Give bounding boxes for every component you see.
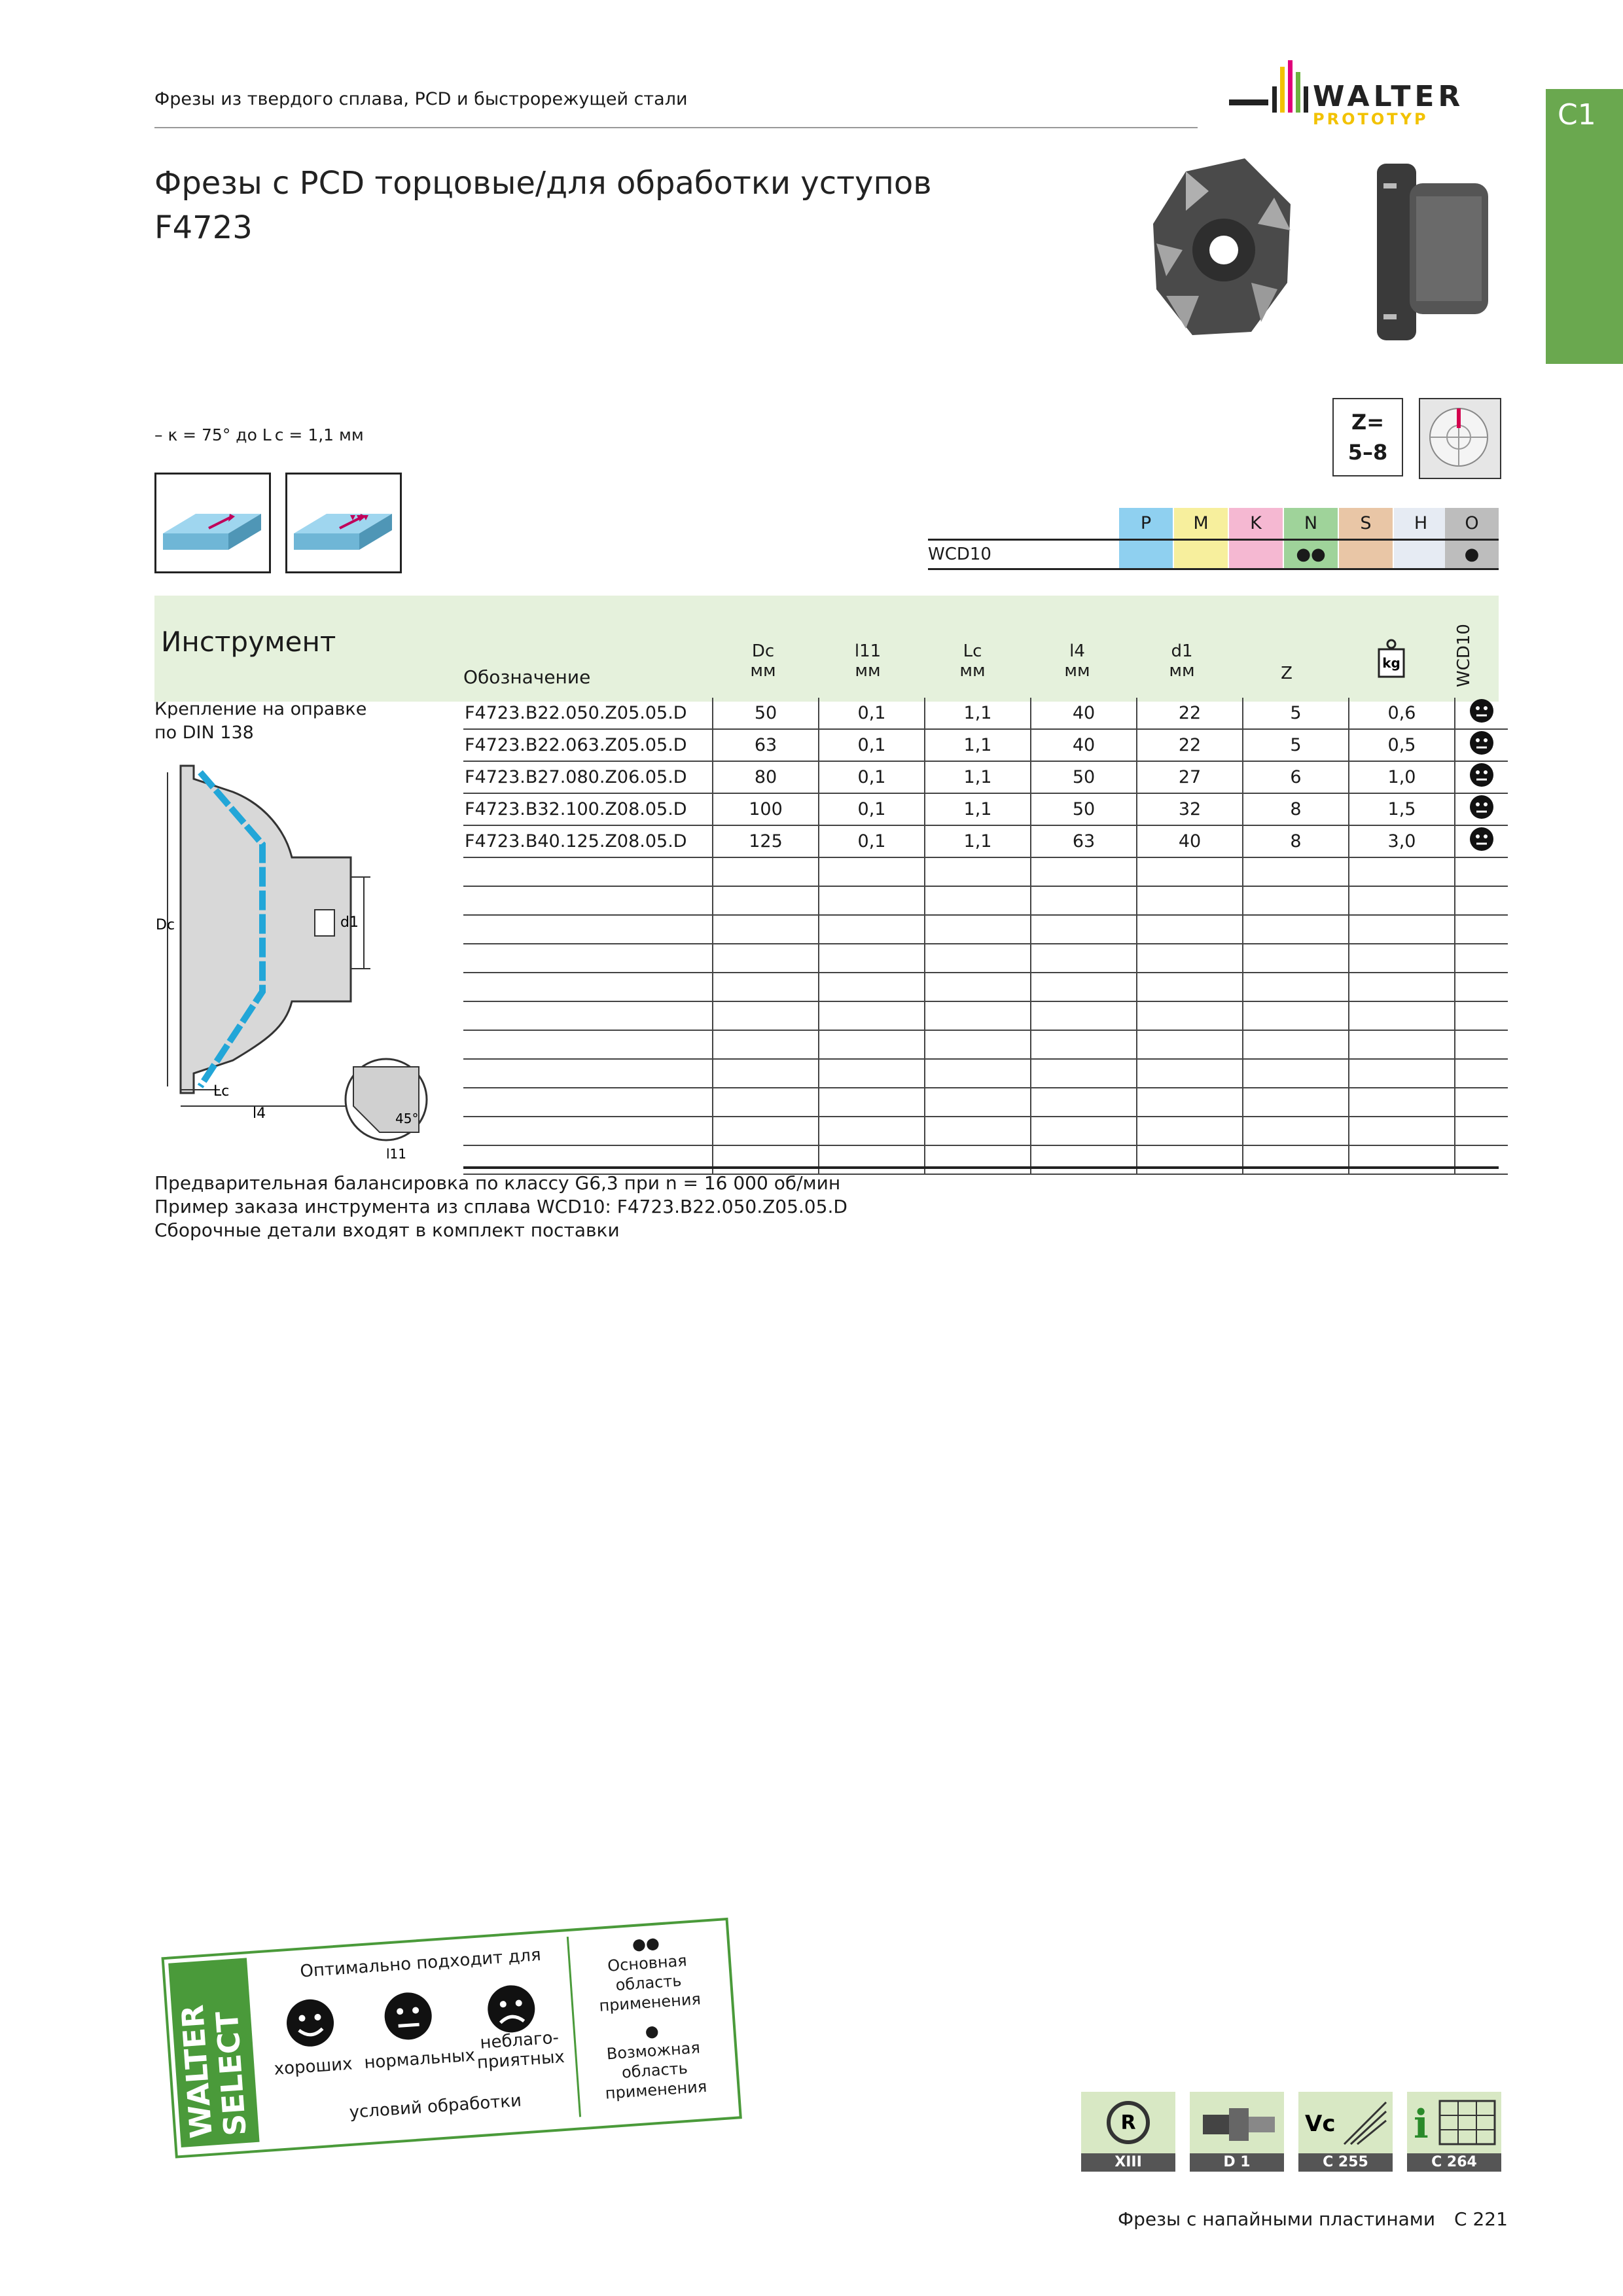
value-cell: 22 [1137, 729, 1243, 761]
r-cycle-icon[interactable] [1081, 2092, 1175, 2153]
d1-label: d1 [340, 914, 359, 931]
table-row [463, 729, 1508, 761]
col-lc-unit: мм [959, 661, 986, 681]
designation-cell: F4723.B32.100.Z08.05.D [463, 793, 713, 825]
col-l11-unit: мм [855, 661, 881, 681]
material-rule-bottom [928, 568, 1499, 570]
condition-face-icon [1455, 761, 1508, 793]
value-cell: 0,1 [819, 825, 925, 857]
designation-cell: F4723.B40.125.Z08.05.D [463, 825, 713, 857]
value-cell: 3,0 [1349, 825, 1455, 857]
page-title [154, 161, 931, 250]
label-normal: нормальных [363, 2045, 476, 2073]
nav-label-d1[interactable]: D 1 [1190, 2153, 1284, 2172]
cutter-front-image [1147, 152, 1297, 348]
empty-table-row [463, 1117, 1508, 1145]
value-cell: 0,1 [819, 761, 925, 793]
banner-brand-line-2: SELECT [209, 2010, 253, 2138]
material-o: O [1445, 508, 1499, 539]
grade-mark-p [1119, 541, 1173, 568]
feature-note: – κ = 75° до L c = 1,1 мм [154, 425, 364, 444]
value-cell: 63 [713, 729, 819, 761]
value-cell: 0,1 [819, 698, 925, 729]
condition-face-icon [1455, 793, 1508, 825]
empty-table-row [463, 1030, 1508, 1059]
value-cell: 5 [1243, 698, 1349, 729]
walter-logo [1229, 60, 1504, 132]
material-m: M [1174, 508, 1228, 539]
material-p: P [1119, 508, 1173, 539]
label-conditions: условий обработки [348, 2090, 522, 2123]
rotation-graphic [1420, 399, 1497, 475]
table-bottom-rule [463, 1166, 1499, 1169]
value-cell: 22 [1137, 698, 1243, 729]
empty-table-row [463, 1088, 1508, 1117]
empty-table-row [463, 857, 1508, 886]
dc-label: Dc [156, 917, 175, 933]
footer-section: Фрезы с напайными пластинами [1118, 2208, 1436, 2230]
note-balance: Предварительная балансировка по классу G6,3 при n = 16 000 об/мин [154, 1172, 841, 1194]
nav-label-xiii[interactable]: XIII [1081, 2153, 1175, 2172]
value-cell: 32 [1137, 793, 1243, 825]
table-row [463, 761, 1508, 793]
face-normal-icon [380, 1988, 437, 2047]
value-cell: 50 [713, 698, 819, 729]
mount-line-1: Крепление на оправке [154, 699, 367, 719]
table-row [463, 825, 1508, 857]
possible-area-line-1: Возможная [605, 2038, 701, 2064]
designation-header: Обозначение [463, 666, 591, 688]
value-cell: 1,5 [1349, 793, 1455, 825]
table-row [463, 698, 1508, 729]
col-grade: WCD10 [1454, 624, 1474, 687]
value-cell: 50 [1031, 793, 1137, 825]
empty-table-row [463, 1059, 1508, 1088]
title-line-2: F4723 [154, 209, 253, 246]
col-l4-symbol: l4 [1069, 641, 1085, 661]
col-l11-symbol: l11 [854, 641, 882, 661]
empty-table-row [463, 886, 1508, 915]
walter-select-banner [161, 1918, 739, 2192]
value-cell: 63 [1031, 825, 1137, 857]
l4-label: l4 [253, 1105, 266, 1119]
grade-mark-k [1229, 541, 1283, 568]
label-bad-line-1: неблаго- [479, 2028, 560, 2053]
value-cell: 27 [1137, 761, 1243, 793]
teeth-count-label: Z= [1351, 410, 1384, 435]
col-l11 [815, 641, 920, 681]
teeth-count-badge [1332, 398, 1403, 476]
value-cell: 8 [1243, 825, 1349, 857]
possible-area-line-3: применения [604, 2077, 708, 2103]
svg-text:Vc: Vc [1305, 2111, 1336, 2137]
value-cell: 0,1 [819, 729, 925, 761]
value-cell: 1,0 [1349, 761, 1455, 793]
empty-table-row [463, 1001, 1508, 1030]
col-lc-symbol: Lc [963, 641, 982, 661]
weight-graphic [1377, 639, 1406, 682]
value-cell: 1,1 [925, 825, 1031, 857]
value-cell: 0,6 [1349, 698, 1455, 729]
grade-mark-n: ●● [1284, 541, 1338, 568]
material-n: N [1284, 508, 1338, 539]
main-area-line-3: применения [598, 1990, 702, 2015]
teeth-count-value: 5–8 [1347, 440, 1388, 465]
nav-label-c255[interactable]: C 255 [1298, 2153, 1393, 2172]
designation-cell: F4723.B22.050.Z05.05.D [463, 698, 713, 729]
face-good-icon [282, 1995, 338, 2053]
condition-face-icon [1455, 698, 1508, 729]
value-cell: 0,1 [819, 793, 925, 825]
value-cell: 1,1 [925, 729, 1031, 761]
section-tab[interactable] [1546, 89, 1623, 364]
empty-table-row [463, 1145, 1508, 1174]
product-photo-front [1147, 152, 1297, 348]
mount-line-2: по DIN 138 [154, 723, 254, 743]
col-dc [711, 641, 815, 681]
cutter-side-image [1364, 157, 1501, 347]
weight-icon-text: kg [1382, 655, 1400, 671]
banner-heading: Оптимально подходит для [299, 1945, 542, 1982]
info-table-icon[interactable] [1407, 2092, 1501, 2153]
col-dc-unit: мм [750, 661, 776, 681]
grade-mark-s [1339, 541, 1393, 568]
value-cell: 6 [1243, 761, 1349, 793]
shoulder-milling-graphic [287, 475, 400, 571]
grade-mark-h [1394, 541, 1448, 568]
material-s: S [1339, 508, 1393, 539]
material-k: K [1229, 508, 1283, 539]
rotation-direction-icon [1419, 398, 1501, 479]
title-line-1: Фрезы с PCD торцовые/для обработки уступов [154, 165, 932, 202]
grade-label: WCD10 [928, 545, 991, 564]
empty-table-row [463, 915, 1508, 944]
detail-drawing [340, 1054, 438, 1165]
mount-note [154, 698, 366, 745]
value-cell: 80 [713, 761, 819, 793]
material-h: H [1394, 508, 1448, 539]
page-number: C 221 [1454, 2208, 1508, 2230]
col-z: Z [1281, 664, 1293, 683]
possible-area-line-2: область [621, 2058, 688, 2082]
banner-brand-line-1: WALTER [174, 2003, 219, 2140]
face-milling-icon [154, 473, 271, 573]
face-milling-graphic [156, 475, 269, 571]
section-tab-label: C1 [1558, 98, 1596, 132]
col-d1-symbol: d1 [1171, 641, 1193, 661]
value-cell: 40 [1031, 698, 1137, 729]
note-order-example: Пример заказа инструмента из сплава WCD10: F4723.B22.050.Z05.05.D [154, 1196, 847, 1217]
table-section-title: Инструмент [161, 626, 336, 658]
value-cell: 1,1 [925, 698, 1031, 729]
possible-area [586, 2017, 722, 2104]
grade-mark-m [1174, 541, 1228, 568]
l11-label: l11 [386, 1146, 407, 1162]
label-bad [475, 2028, 565, 2073]
value-cell: 0,5 [1349, 729, 1455, 761]
value-cell: 1,1 [925, 793, 1031, 825]
label-bad-line-2: приятных [476, 2047, 565, 2073]
grade-mark-o: ● [1445, 541, 1499, 568]
value-cell: 40 [1137, 825, 1243, 857]
banner-brand [168, 1958, 259, 2147]
empty-table-row [463, 944, 1508, 973]
value-cell: 5 [1243, 729, 1349, 761]
svg-text:R: R [1120, 2111, 1136, 2134]
notes [154, 1172, 847, 1242]
value-cell: 100 [713, 793, 819, 825]
value-cell: 8 [1243, 793, 1349, 825]
vc-chart-icon[interactable] [1298, 2092, 1393, 2153]
condition-face-icon [1455, 825, 1508, 857]
nav-label-c264[interactable]: C 264 [1407, 2153, 1501, 2172]
header-category: Фрезы из твердого сплава, PCD и быстрорежущей стали [154, 89, 688, 109]
product-table [463, 698, 1508, 1175]
value-cell: 1,1 [925, 761, 1031, 793]
condition-face-icon [1455, 729, 1508, 761]
main-area-line-2: область [615, 1971, 683, 1995]
shoulder-milling-icon [285, 473, 402, 573]
table-row [463, 793, 1508, 825]
possible-area-dot: ● [644, 2021, 660, 2041]
logo-sub: PROTOTYP [1313, 110, 1429, 128]
angle-label: 45° [395, 1111, 419, 1126]
col-d1-unit: мм [1169, 661, 1195, 681]
weight-icon [1377, 639, 1406, 682]
col-lc [920, 641, 1025, 681]
lc-label: Lc [213, 1083, 230, 1100]
value-cell: 40 [1031, 729, 1137, 761]
holder-icon[interactable] [1190, 2092, 1284, 2153]
value-cell: 125 [713, 825, 819, 857]
label-good: хороших [273, 2054, 353, 2079]
detail-graphic [340, 1054, 438, 1165]
logo-word: WALTER [1313, 80, 1465, 113]
note-assembly: Сборочные детали входят в комплект поставки [154, 1219, 620, 1241]
product-photo-side [1364, 157, 1501, 347]
main-area-line-1: Основная [607, 1951, 688, 1975]
col-dc-symbol: Dc [751, 641, 775, 661]
empty-table-row [463, 973, 1508, 1001]
header-rule [154, 127, 1198, 128]
designation-cell: F4723.B27.080.Z06.05.D [463, 761, 713, 793]
designation-cell: F4723.B22.063.Z05.05.D [463, 729, 713, 761]
main-area-dots: ●● [631, 1933, 660, 1954]
main-area [580, 1929, 716, 2017]
svg-text:i: i [1414, 2102, 1429, 2147]
value-cell: 50 [1031, 761, 1137, 793]
col-l4 [1025, 641, 1130, 681]
col-l4-unit: мм [1064, 661, 1090, 681]
col-d1 [1130, 641, 1234, 681]
